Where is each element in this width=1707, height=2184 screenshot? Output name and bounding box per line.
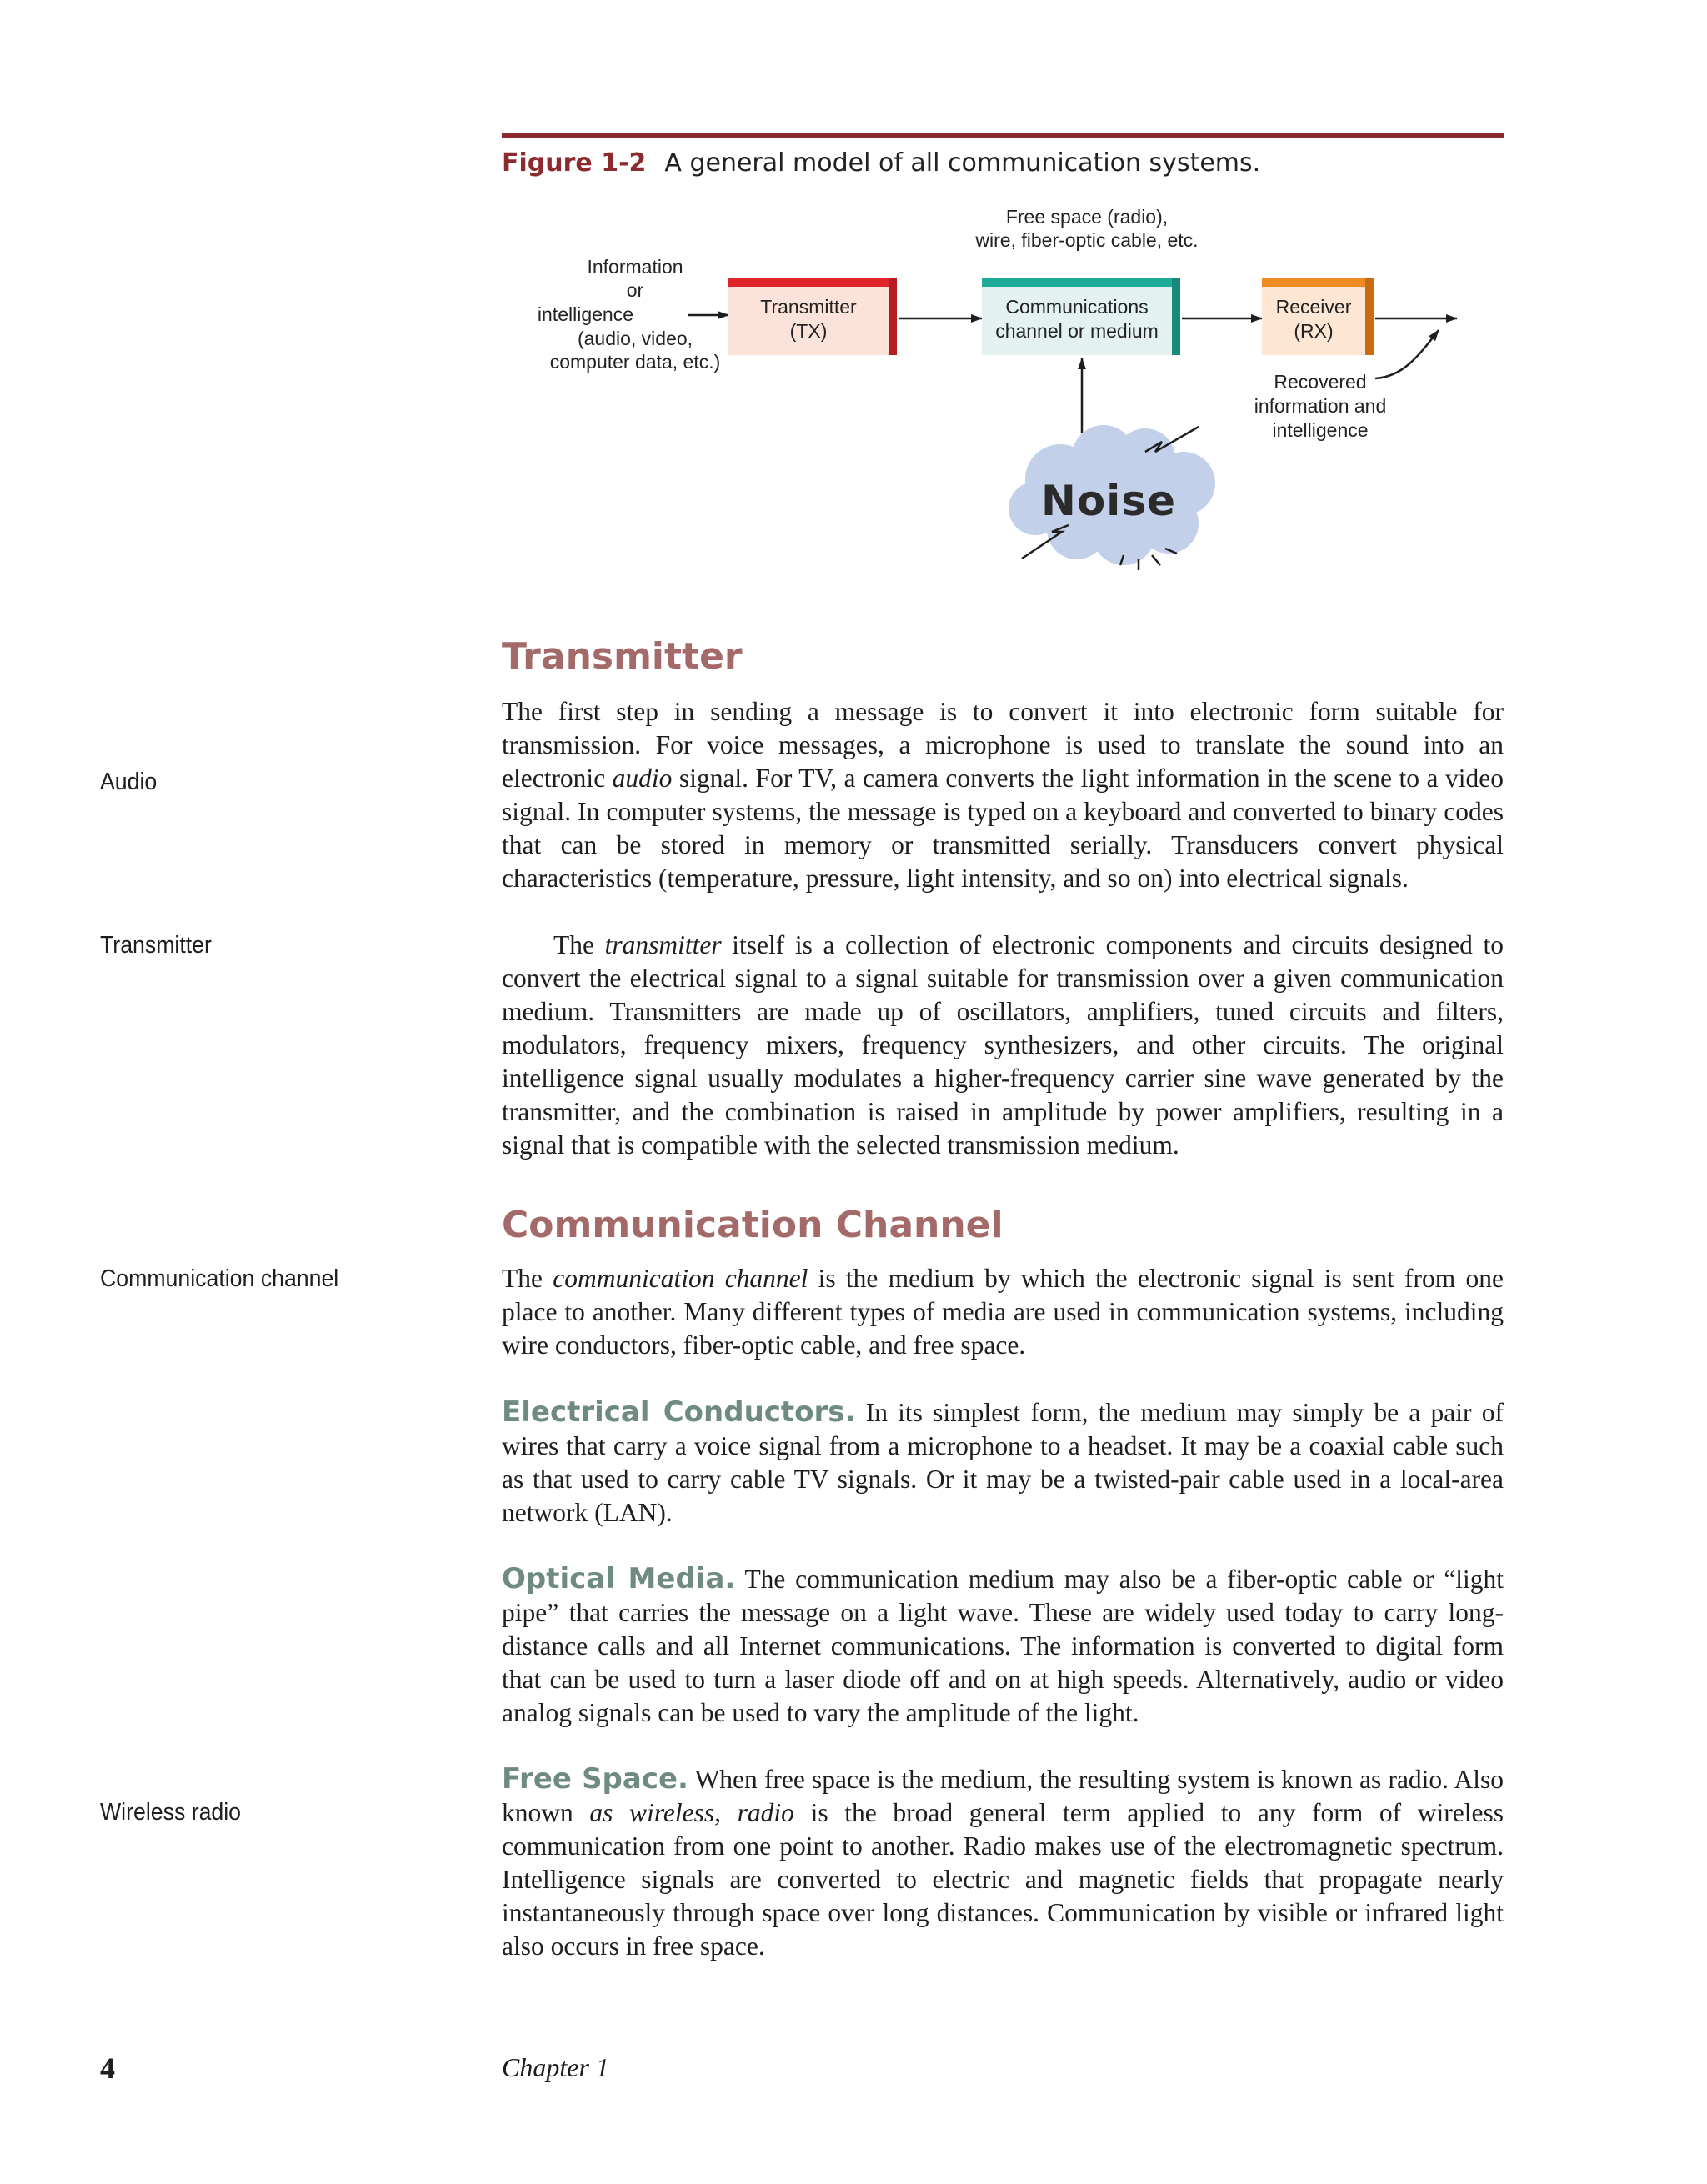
subheading-free-space: Free Space.	[502, 1762, 688, 1796]
margin-note-transmitter: Transmitter	[100, 932, 212, 959]
noise-label: Noise	[1040, 477, 1177, 525]
tx-label-line2: (TX)	[789, 320, 828, 342]
recovered-label-line3: intelligence	[1272, 419, 1369, 441]
channel-box	[982, 278, 1180, 355]
tx-label-line1: Transmitter	[760, 296, 857, 318]
figure-number: Figure 1-2	[502, 148, 647, 178]
paragraph-electrical-conductors: Electrical Conductors. In its simplest form, the medium may simply be a pair of wires that carry a voice signal from a microphone to a headset. It may be a coaxial cable such as that used to carry cable TV signals. Or it may be a twisted-pair cable used in a local-area network (LAN).	[502, 1395, 1504, 1527]
subheading-optical-media: Optical Media.	[502, 1562, 736, 1595]
arrow-recovered	[1375, 330, 1439, 378]
channel-note-line1: Free space (radio),	[1005, 206, 1169, 228]
term-wireless-radio: as wireless, radio	[589, 1798, 794, 1827]
recovered-label-line1: Recovered	[1274, 371, 1367, 393]
rx-label-line1: Receiver	[1275, 296, 1352, 318]
margin-note-wireless-radio: Wireless radio	[100, 1799, 242, 1826]
paragraph-channel: The communication channel is the medium by which the electronic signal is sent from one place to another. Many different types of media are used in communication systems, including wire conductors, fiber-optic cable, and free space.	[502, 1264, 1504, 1360]
page-number: 4	[100, 2051, 115, 2085]
paragraph-free-space: Free Space. When free space is the medium, the resulting system is known as radio. Also known as wireless, radio is the broad general term applied to any form of wireless communication from one point to another. Radio makes use of the electromagnetic spectrum. Intelligence signals are converted to electric and magnetic fields that propagate nearly instantaneously through space over long distances. Communication by visible or infrared light also occurs in free space.	[502, 1762, 1504, 1961]
info-label-line3: intelligence	[537, 303, 633, 325]
channel-label-line1: Communications	[1005, 296, 1149, 318]
heading-communication-channel: Communication Channel	[502, 1204, 1004, 1246]
info-label-line5: computer data, etc.)	[549, 351, 721, 373]
term-audio: audio	[612, 764, 673, 793]
subheading-electrical-conductors: Electrical Conductors.	[502, 1395, 856, 1429]
info-label-line1: Information	[587, 256, 683, 278]
figure-caption	[502, 148, 1260, 178]
term-transmitter: transmitter	[604, 930, 722, 959]
recovered-label-line2: information and	[1254, 395, 1387, 417]
rx-label-line2: (RX)	[1294, 320, 1334, 342]
info-label-line4: (audio, video,	[577, 328, 693, 349]
channel-note-line2: wire, fiber-optic cable, etc.	[975, 229, 1199, 251]
noise-spark-icon	[1152, 555, 1160, 565]
margin-note-audio: Audio	[100, 769, 158, 795]
noise-cloud	[1009, 425, 1215, 570]
paragraph-transmitter-1: The first step in sending a message is to convert it into electronic form suitable for transmission. For voice messages, a microphone is used to translate the sound into an electronic audio signal. For TV, a camera converts the light information in the scene to a video signal. In computer systems, the message is typed on a keyboard and converted to binary codes that can be stored in memory or transmitted serially. Transducers convert physical characteristics (temperature, pressure, light intensity, and so on) into electrical signals.	[502, 697, 1504, 893]
channel-label-line2: channel or medium	[995, 320, 1159, 342]
figure-top-rule	[502, 133, 1504, 138]
paragraph-optical-media: Optical Media. The communication medium may also be a fiber-optic cable or “light pipe” that carries the message on a light wave. These are widely used today to carry long-distance calls and all Internet communications. The information is converted to digital form that can be used to turn a laser diode off and on at high speeds. Alternatively, audio or video analog signals can be used to vary the amplitude of the light.	[502, 1562, 1504, 1727]
paragraph-transmitter-2: The transmitter itself is a collection of electronic components and circuits designed to convert the electrical signal to a signal suitable for transmission over a given communication medium. Transmitters are made up of oscillators, amplifiers, tuned circuits and filters, modulators, frequency mixers, frequency synthesizers, and other circuits. The original intelligence signal usually modulates a higher-frequency carrier sine wave generated by the transmitter, and the combination is raised in amplitude by power amplifiers, resulting in a signal that is compatible with the selected transmission medium.	[502, 930, 1504, 1160]
transmitter-box	[728, 278, 897, 355]
receiver-box	[1262, 278, 1374, 355]
term-communication-channel: communication channel	[553, 1264, 808, 1293]
margin-note-communication-channel: Communication channel	[100, 1265, 339, 1292]
communication-model-diagram	[502, 192, 1504, 592]
figure-caption-text: A general model of all communication systems.	[664, 148, 1261, 178]
heading-transmitter: Transmitter	[502, 635, 743, 678]
chapter-label: Chapter 1	[502, 2052, 609, 2082]
info-label-line2: or	[626, 279, 644, 301]
